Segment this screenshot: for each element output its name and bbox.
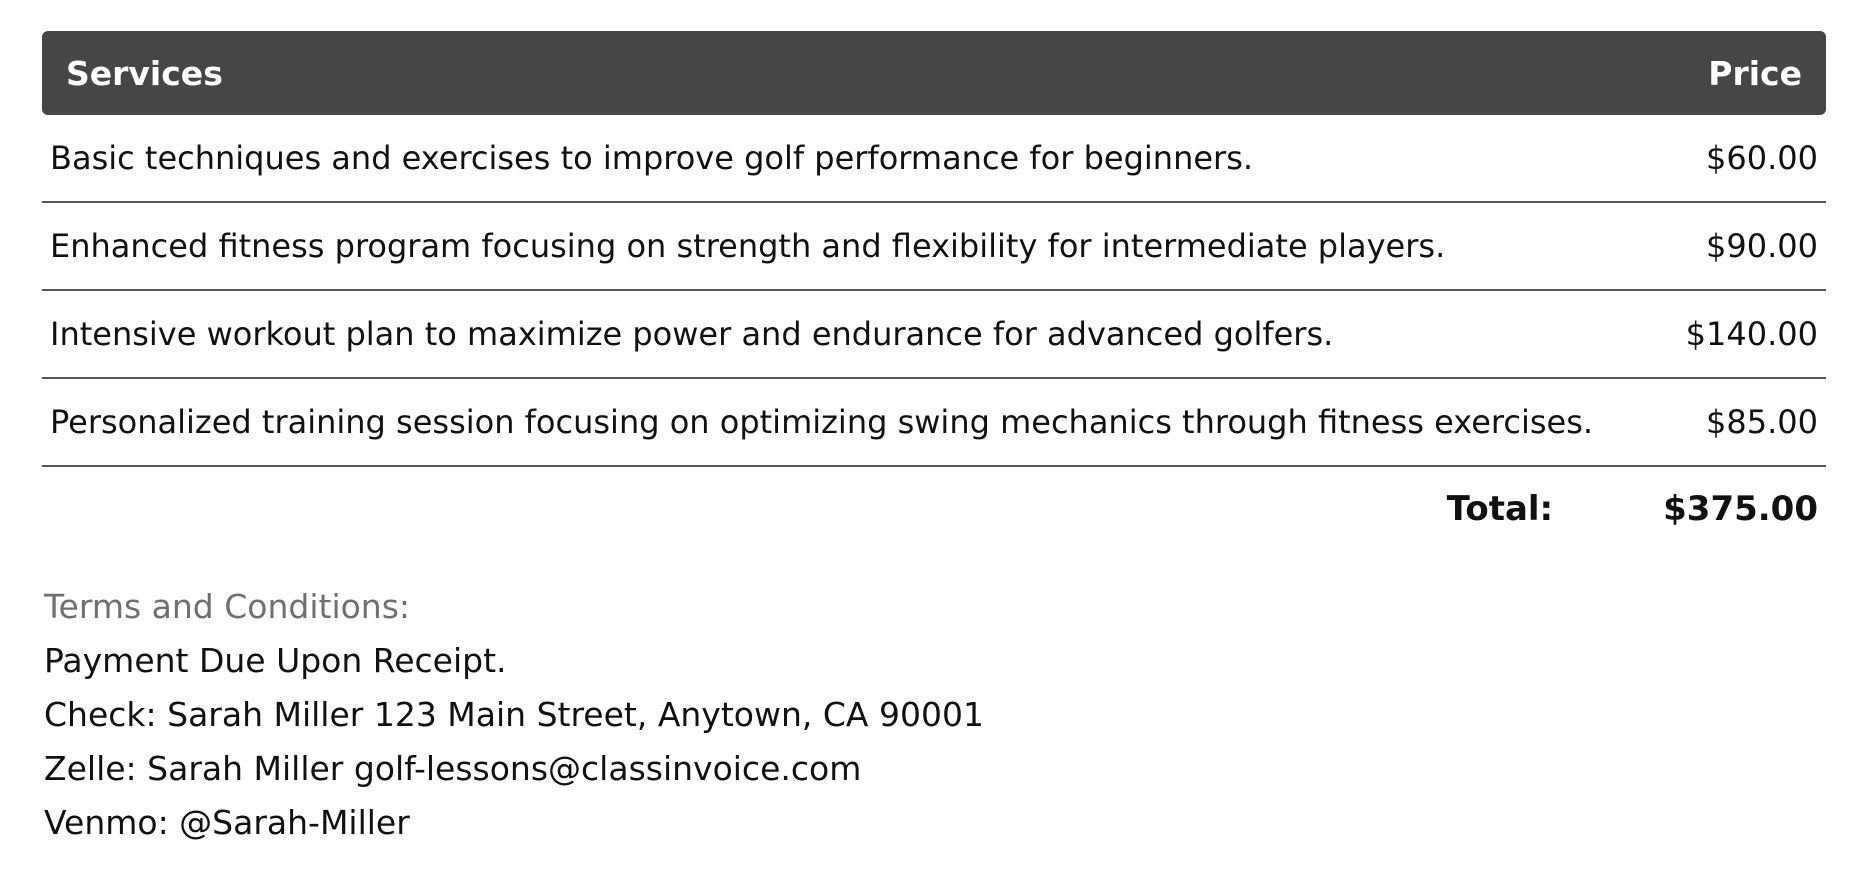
service-description: Enhanced fitness program focusing on strength and flexibility for intermediate players. bbox=[50, 227, 1446, 265]
table-row bbox=[42, 115, 1826, 203]
terms-line-zelle: Zelle: Sarah Miller golf-lessons@classinvoice.com bbox=[44, 749, 862, 788]
services-column-header: Services bbox=[66, 53, 223, 93]
service-price: $85.00 bbox=[1706, 403, 1818, 441]
table-body bbox=[42, 115, 1826, 467]
total-value: $375.00 bbox=[1663, 489, 1818, 529]
service-description: Personalized training session focusing on optimizing swing mechanics through fitness exercises. bbox=[50, 403, 1594, 441]
terms-title: Terms and Conditions: bbox=[44, 587, 411, 626]
table-row bbox=[42, 203, 1826, 291]
table-row bbox=[42, 291, 1826, 379]
total-label: Total: bbox=[1446, 489, 1554, 529]
service-price: $90.00 bbox=[1706, 227, 1818, 265]
terms-section bbox=[44, 580, 984, 850]
service-price: $60.00 bbox=[1706, 139, 1818, 177]
terms-line-payment-due: Payment Due Upon Receipt. bbox=[44, 641, 507, 680]
price-column-header: Price bbox=[1708, 53, 1802, 93]
services-table bbox=[42, 31, 1826, 551]
table-row bbox=[42, 379, 1826, 467]
terms-line-check: Check: Sarah Miller 123 Main Street, Anytown, CA 90001 bbox=[44, 695, 984, 734]
service-description: Basic techniques and exercises to improve golf performance for beginners. bbox=[50, 139, 1254, 177]
total-row bbox=[42, 467, 1826, 551]
terms-line-venmo: Venmo: @Sarah-Miller bbox=[44, 803, 410, 842]
service-description: Intensive workout plan to maximize power and endurance for advanced golfers. bbox=[50, 315, 1334, 353]
table-header bbox=[42, 31, 1826, 115]
service-price: $140.00 bbox=[1685, 315, 1818, 353]
